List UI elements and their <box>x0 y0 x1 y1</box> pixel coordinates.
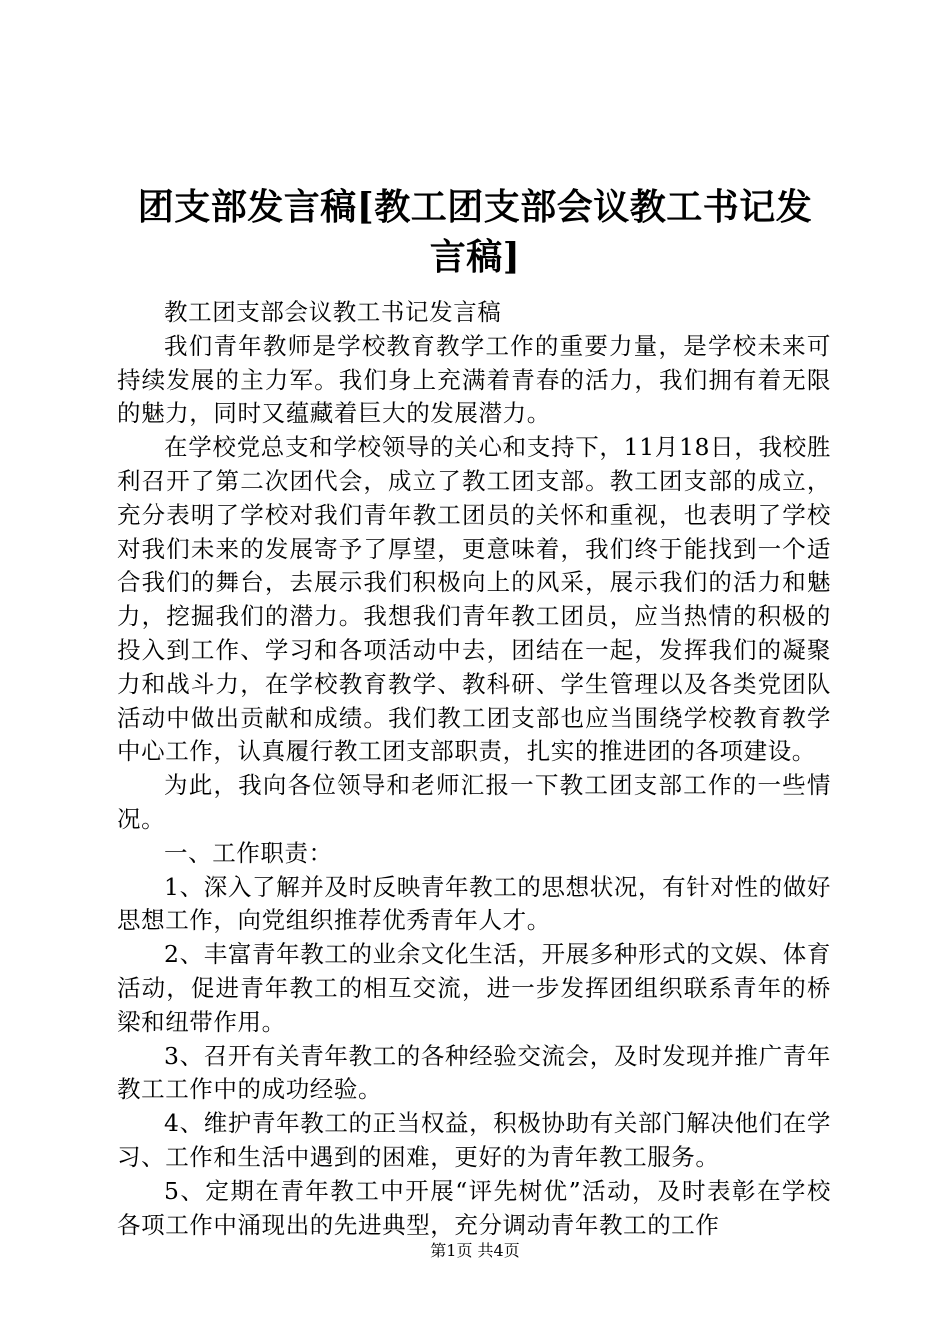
page-number-footer: 第1页 共4页 <box>430 1241 520 1260</box>
list-item: 4、维护青年教工的正当权益，积极协助有关部门解决他们在学习、工作和生活中遇到的困难，更好的为青年教工服务。 <box>117 1109 831 1171</box>
list-item: 5、定期在青年教工中开展“评先树优”活动，及时表彰在学校各项工作中涌现出的先进典型，充分调动青年教工的工作 <box>117 1176 831 1239</box>
section-heading: 一、工作职责： <box>164 838 333 867</box>
paragraph: 在学校党总支和学校领导的关心和支持下，11月18日，我校胜利召开了第二次团代会，成立了教工团支部。教工团支部的成立，充分表明了学校对我们青年教工团员的关怀和重视，也表明了学校对我们未来的发展寄予了厚望，更意味着，我们终于能找到一个适合我们的舞台，去展示我们积极向上的风采，展示我们的活力和魅力，挖掘我们的潜力。我想我们青年教工团员，应当热情的积极的投入到工作、学习和各项活动中去，团结在一起，发挥我们的凝聚力和战斗力，在学校教育教学、教科研、学生管理以及各类党团队活动中做出贡献和成绩。我们教工团支部也应当围绕学校教育教学中心工作，认真履行教工团支部职责，扎实的推进团的各项建设。 <box>117 433 831 766</box>
paragraph-subtitle: 教工团支部会议教工书记发言稿 <box>164 298 502 326</box>
paragraph: 我们青年教师是学校教育教学工作的重要力量，是学校未来可持续发展的主力军。我们身上充满着青春的活力，我们拥有着无限的魅力，同时又蕴藏着巨大的发展潜力。 <box>117 331 831 428</box>
list-item: 2、丰富青年教工的业余文化生活，开展多种形式的文娱、体育活动，促进青年教工的相互交流，进一步发挥团组织联系青年的桥梁和纽带作用。 <box>117 940 831 1036</box>
paragraph: 为此，我向各位领导和老师汇报一下教工团支部工作的一些情况。 <box>117 771 831 833</box>
document-title: 团支部发言稿[教工团支部会议教工书记发言稿] <box>137 186 813 278</box>
list-item: 1、深入了解并及时反映青年教工的思想状况，有针对性的做好思想工作，向党组织推荐优秀青年人才。 <box>117 872 831 935</box>
list-item: 3、召开有关青年教工的各种经验交流会，及时发现并推广青年教工工作中的成功经验。 <box>117 1041 831 1104</box>
document-body <box>117 296 831 1242</box>
